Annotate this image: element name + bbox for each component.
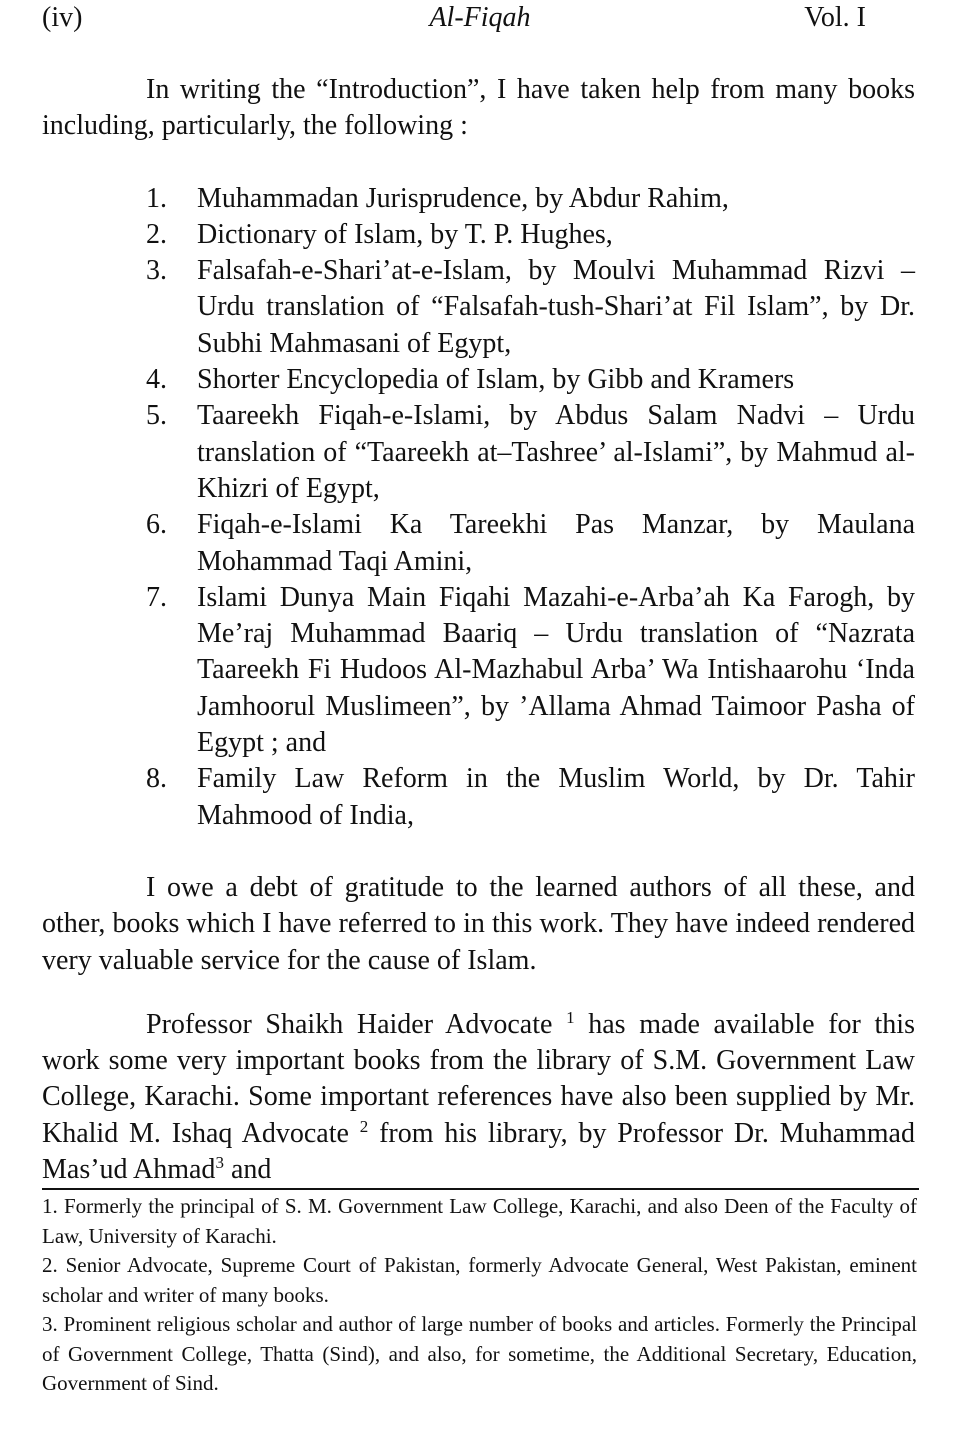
footnotes <box>42 1192 917 1399</box>
reference-text: Taareekh Fiqah-e-Islami, by Abdus Salam Nadvi – Urdu translation of “Taareekh at–Tashree’ al-Islami”, by Mahmud al-Khizri of Egypt, <box>197 400 915 504</box>
ack-text-4: and <box>223 1154 272 1186</box>
reference-number: 6. <box>146 509 167 541</box>
ack-text-3: from his library, by Professor Dr. Muhammad Mas’ud Ahmad <box>42 1117 915 1186</box>
reference-item <box>42 253 915 362</box>
book-title: Al-Fiqah <box>429 2 531 33</box>
footnote-ref-1: 1 <box>566 1007 575 1027</box>
page-number: (iv) <box>42 2 83 33</box>
footnote-divider <box>42 1188 919 1190</box>
reference-item <box>42 181 915 217</box>
reference-text: Shorter Encyclopedia of Islam, by Gibb and Kramers <box>197 364 795 396</box>
body-text <box>42 72 915 1188</box>
reference-number: 5. <box>146 400 167 432</box>
reference-item <box>42 580 915 761</box>
intro-paragraph: In writing the “Introduction”, I have taken help from many books including, particularly, the following : <box>42 74 915 142</box>
reference-text: Fiqah-e-Islami Ka Tareekhi Pas Manzar, by Maulana Mohammad Taqi Amini, <box>197 509 915 577</box>
reference-number: 7. <box>146 581 167 613</box>
reference-number: 3. <box>146 255 167 287</box>
footnote-ref-2: 2 <box>359 1116 369 1136</box>
reference-number: 2. <box>146 218 167 250</box>
reference-number: 4. <box>146 364 167 396</box>
reference-text: Falsafah-e-Shari’at-e-Islam, by Moulvi Muhammad Rizvi – Urdu translation of “Falsafah-tush-Shari’at Fil Islam”, by Dr. Subhi Mahmasani of Egypt, <box>197 255 915 359</box>
footnote-ref-3: 3 <box>215 1153 224 1173</box>
reference-text: Islami Dunya Main Fiqahi Mazahi-e-Arba’ah Ka Farogh, by Me’raj Muhammad Baariq – Urdu translation of “Nazrata Taareekh Fi Hudoos Al-Mazhabul Arba’ Wa Intishaarohu ‘Inda Jamhoorul Muslimeen”, by ’Allama Ahmad Taimoor Pasha of Egypt ; and <box>197 581 915 759</box>
footnote-3: 3. Prominent religious scholar and author of large number of books and articles. Formerly the Principal of Government College, Thatta (Sind), and also, for sometime, the Additional Secretary, Education, Government of Sind. <box>42 1312 917 1395</box>
reference-text: Dictionary of Islam, by T. P. Hughes, <box>197 218 613 250</box>
volume-label: Vol. I <box>804 2 866 33</box>
reference-item <box>42 398 915 507</box>
reference-item <box>42 217 915 253</box>
reference-number: 8. <box>146 763 167 795</box>
ack-text-2: has made available for this work some very important books from the library of S.M. Government Law College, Karachi. Some important references have also been supplied by Mr. Khalid M. Ishaq Advocate <box>42 1008 915 1149</box>
footnote-1: 1. Formerly the principal of S. M. Government Law College, Karachi, and also Deen of the Faculty of Law, University of Karachi. <box>42 1194 917 1248</box>
reference-list <box>42 181 915 834</box>
reference-item <box>42 362 915 398</box>
running-header <box>42 2 918 42</box>
acknowledgement-paragraph <box>42 1007 915 1188</box>
reference-item <box>42 507 915 580</box>
reference-text: Family Law Reform in the Muslim World, by Dr. Tahir Mahmood of India, <box>197 763 915 831</box>
reference-number: 1. <box>146 182 167 214</box>
ack-text-1: Professor Shaikh Haider Advocate <box>146 1008 567 1040</box>
footnote-2: 2. Senior Advocate, Supreme Court of Pakistan, formerly Advocate General, West Pakistan, eminent scholar and writer of many books. <box>42 1253 917 1307</box>
reference-text: Muhammadan Jurisprudence, by Abdur Rahim, <box>197 182 729 214</box>
gratitude-paragraph: I owe a debt of gratitude to the learned authors of all these, and other, books which I have referred to in this work. They have indeed rendered very valuable service for the cause of Islam. <box>42 871 915 976</box>
reference-item <box>42 761 915 834</box>
